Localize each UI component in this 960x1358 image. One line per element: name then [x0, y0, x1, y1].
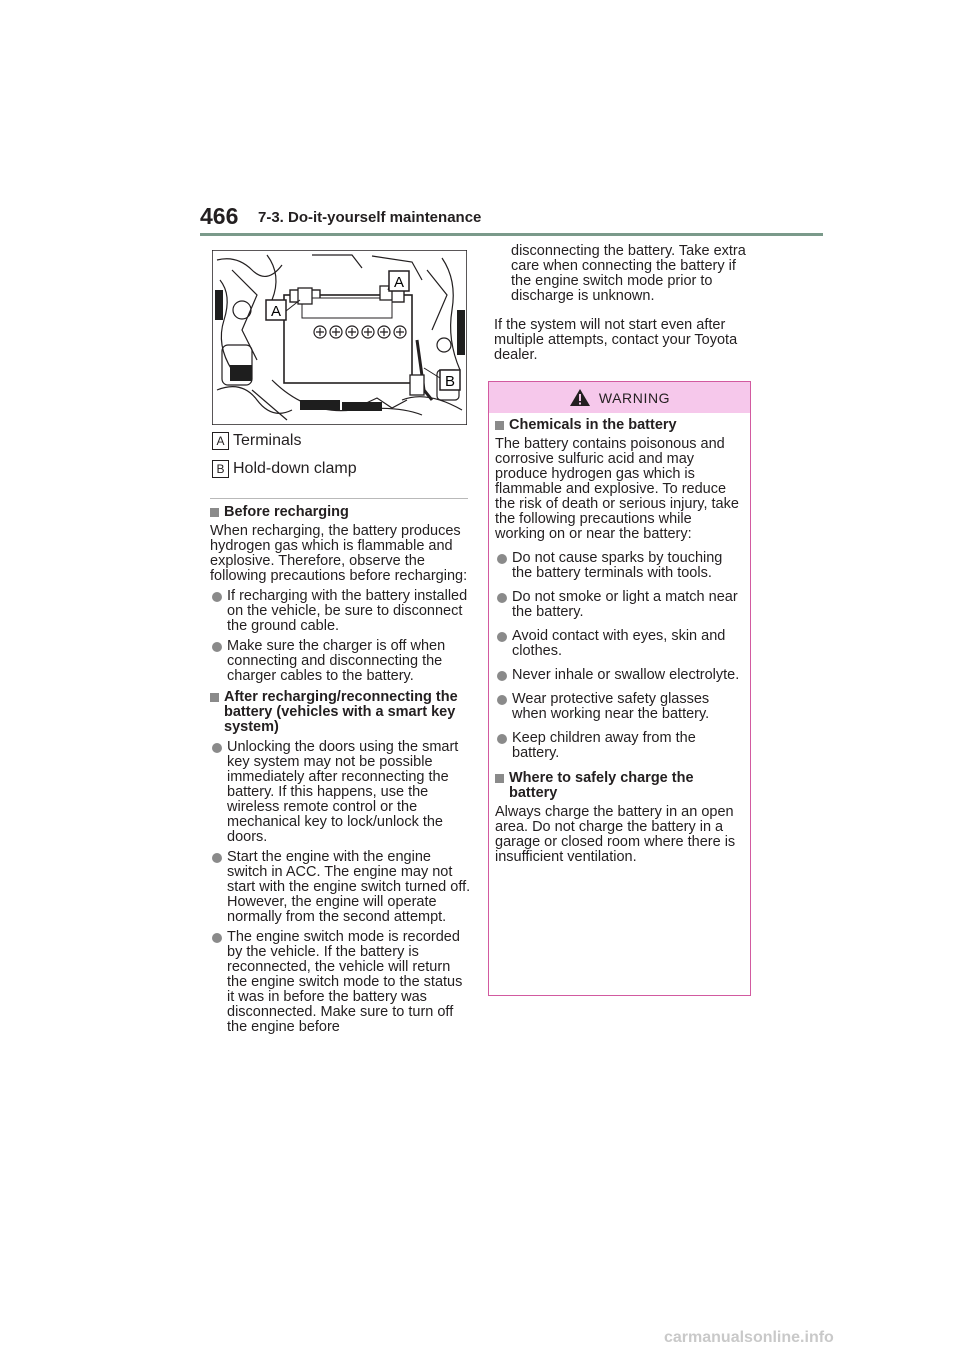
circle-bullet-icon [497, 734, 507, 744]
square-bullet-icon [210, 508, 219, 517]
circle-bullet-icon [497, 671, 507, 681]
svg-text:B: B [444, 373, 456, 390]
svg-text:A: A [270, 303, 282, 320]
legend-label: Terminals [233, 432, 302, 449]
list-item: If recharging with the battery installed on the vehicle, be sure to disconnect the ground cable. [210, 589, 472, 634]
circle-bullet-icon [212, 933, 222, 943]
header-rule [200, 233, 823, 236]
callout-a-right-icon [389, 271, 409, 291]
list-item: Make sure the charger is off when connecting and disconnecting the charger cables to the battery. [210, 639, 472, 684]
list-item: Start the engine with the engine switch in ACC. The engine may not start with the engine switch turned off. However, the engine will operate normally from the second attempt. [210, 850, 472, 925]
legend-key-b-icon: B [212, 460, 229, 478]
watermark: carmanualsonline.info [664, 1329, 834, 1346]
callout-b-icon [440, 370, 460, 390]
circle-bullet-icon [212, 743, 222, 753]
after-recharging-closing: If the system will not start even after multiple attempts, contact your Toyota dealer. [494, 317, 738, 363]
legend-item-hold-down-clamp [212, 460, 357, 478]
legend-label: Hold-down clamp [233, 460, 357, 477]
circle-bullet-icon [497, 695, 507, 705]
square-bullet-icon [210, 693, 219, 702]
list-item: Do not cause sparks by touching the battery terminals with tools. [495, 551, 744, 581]
circle-bullet-icon [497, 593, 507, 603]
warning-header [489, 382, 750, 413]
section-title: 7-3. Do-it-yourself maintenance [258, 209, 482, 226]
circle-bullet-icon [212, 853, 222, 863]
left-column [210, 505, 472, 1035]
svg-text:A: A [393, 274, 405, 291]
circle-bullet-icon [212, 592, 222, 602]
list-item: Unlocking the doors using the smart key system may not be possible immediately after reconnecting the battery. If this happens, use the wireless remote control or the mechanical key to lock/unlock the doors. [210, 740, 472, 845]
square-bullet-icon [495, 774, 504, 783]
circle-bullet-icon [497, 554, 507, 564]
where-to-charge-heading: Where to safely charge the battery [495, 771, 744, 801]
warning-body [489, 413, 750, 865]
legend-key-a-icon: A [212, 432, 229, 450]
list-item: Do not smoke or light a match near the battery. [495, 590, 744, 620]
where-to-charge-text: Always charge the battery in an open area. Do not charge the battery in a garage or closed room where there is insufficient ventilation. [495, 804, 736, 865]
list-item: Never inhale or swallow electrolyte. [495, 668, 744, 683]
list-item: Avoid contact with eyes, skin and clothes. [495, 629, 744, 659]
list-item-continuation: disconnecting the battery. Take extra care when connecting the battery if the engine switch mode prior to discharge is unknown. [511, 243, 746, 304]
list-item: The engine switch mode is recorded by the vehicle. If the battery is reconnected, the vehicle will return the engine switch mode to the status it was in before the battery was disconnected. Make sure to turn off the engine before [210, 930, 472, 1035]
section-divider [210, 498, 468, 499]
circle-bullet-icon [497, 632, 507, 642]
circle-bullet-icon [212, 642, 222, 652]
before-recharging-heading: Before recharging [210, 505, 472, 520]
warning-triangle-icon [569, 388, 591, 407]
chemicals-heading: Chemicals in the battery [495, 418, 744, 433]
list-item: Keep children away from the battery. [495, 731, 744, 761]
callout-a-left-icon [266, 300, 286, 320]
square-bullet-icon [495, 421, 504, 430]
battery-engine-bay-illustration [212, 250, 467, 425]
list-item: Wear protective safety glasses when working near the battery. [495, 692, 744, 722]
warning-title: WARNING [598, 389, 671, 406]
after-recharging-heading: After recharging/reconnecting the battery (vehicles with a smart key system) [210, 690, 472, 735]
legend-item-terminals [212, 432, 301, 450]
warning-box [488, 381, 751, 996]
chemicals-intro: The battery contains poisonous and corrosive sulfuric acid and may produce hydrogen gas which is flammable and explosive. To reduce the risk of death or serious injury, take the following precautions while working on or near the battery: [495, 436, 739, 542]
page-number: 466 [200, 203, 239, 229]
before-recharging-intro: When recharging, the battery produces hydrogen gas which is flammable and explosive. Therefore, observe the following precautions before recharging: [210, 523, 468, 584]
